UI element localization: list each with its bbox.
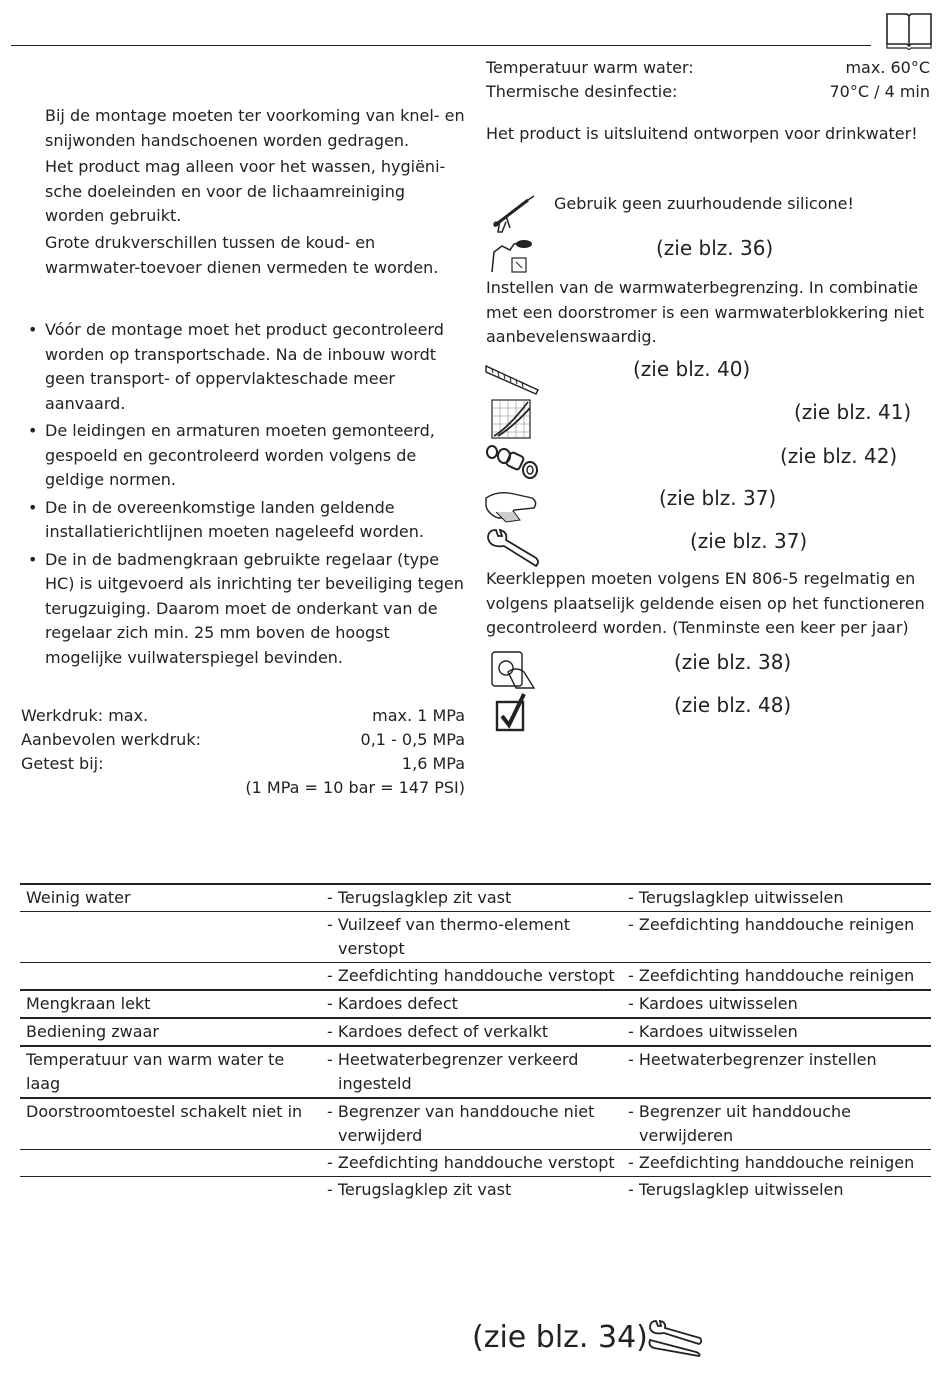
table-row xyxy=(20,1150,931,1177)
check-valve-text: Keerkleppen moeten volgens EN 806-5 regelmatig en volgens plaatselijk geldende eisen op het functioneren gecontroleerd worden. (Tenminste een keer per jaar) xyxy=(486,569,925,637)
problem-cell: Weinig water xyxy=(20,884,321,912)
ref-parts: (zie blz. 42) xyxy=(780,444,898,468)
cause-cell: - Terugslagklep zit vast xyxy=(327,888,512,907)
problem-cell xyxy=(20,1150,321,1177)
installation-notes xyxy=(28,318,468,673)
cause-cell: - Zeefdichting handdouche verstopt xyxy=(327,1153,615,1172)
remedy-cell: - Begrenzer uit handdouche verwijderen xyxy=(628,1102,852,1145)
table-row xyxy=(20,1046,931,1098)
drinking-water-note: Het product is uitsluitend ontworpen voor drinkwater! xyxy=(486,124,918,143)
problem-cell: Mengkraan lekt xyxy=(20,990,321,1018)
spec-row: Temperatuur warm water: max. 60°C xyxy=(486,58,930,77)
cause-cell: - Kardoes defect xyxy=(327,994,458,1013)
problem-cell: Temperatuur van warm water te laag xyxy=(20,1046,321,1098)
temperature-specs xyxy=(486,56,930,104)
silicone-gun-icon xyxy=(488,192,538,234)
remedy-cell: - Zeefdichting handdouche reinigen xyxy=(628,966,915,985)
remedy-cell: - Kardoes uitwisselen xyxy=(628,1022,798,1041)
list-item: • Vóór de montage moet het product gecontroleerd worden op transportschade. Na de inbouw wordt geen transport- of oppervlakteschade meer aanvaard. xyxy=(28,320,444,413)
table-row xyxy=(20,963,931,991)
remedy-cell: - Terugslagklep uitwisselen xyxy=(628,1180,844,1199)
parts-icon xyxy=(484,442,540,484)
spec-row: Getest bij: 1,6 MPa xyxy=(21,754,465,773)
cause-cell: - Vuilzeef van thermo-element verstopt xyxy=(327,915,571,958)
ref-ruler: (zie blz. 40) xyxy=(633,357,751,381)
hotwater-limit-text: Instellen van de warmwaterbegrenzing. In combinatie met een doorstromer is een warmwaterblokkering niet aanbevelenswaardig. xyxy=(486,278,925,346)
list-item: • De in de overeenkomstige landen geldende installatierichtlijnen moeten nageleefd worden. xyxy=(28,497,424,541)
wrench-pair-icon xyxy=(646,1318,704,1358)
list-item: • De in de badmengkraan gebruikte regelaar (type HC) is uitgevoerd als inrichting ter beveiliging tegen terugzuiging. Daarom moet de onderkant van de regelaar zich min. 25 mm boven de hoogst mogelijke vuilwaterspiegel bevinden. xyxy=(28,549,464,667)
cause-cell: - Zeefdichting handdouche verstopt xyxy=(327,966,615,985)
problem-cell xyxy=(20,963,321,991)
ref-check: (zie blz. 48) xyxy=(674,693,792,717)
ref-cleaning: (zie blz. 37) xyxy=(659,486,777,510)
ref-graph: (zie blz. 41) xyxy=(794,400,912,424)
ref-shower: (zie blz. 36) xyxy=(656,236,774,260)
problem-cell xyxy=(20,912,321,963)
spec-row: Thermische desinfectie: 70°C / 4 min xyxy=(486,82,930,101)
cause-cell: - Begrenzer van handdouche niet verwijderd xyxy=(327,1102,595,1145)
ruler-icon xyxy=(484,356,540,398)
spec-row: Werkdruk: max. max. 1 MPa xyxy=(21,706,465,725)
table-row xyxy=(20,1177,931,1204)
list-item: • De leidingen en armaturen moeten gemonteerd, gespoeld en gecontroleerd worden volgens de geldige normen. xyxy=(28,421,435,489)
safety-pressure: Grote drukverschillen tussen de koud- en warmwater-toevoer dienen vermeden te worden. xyxy=(45,233,439,277)
problem-cell xyxy=(20,1177,321,1204)
safety-gloves: Bij de montage moeten ter voorkoming van knel- en snijwonden handschoenen worden gedragen. xyxy=(45,106,465,150)
remedy-cell: - Kardoes uitwisselen xyxy=(628,994,798,1013)
table-row xyxy=(20,912,931,963)
problem-cell: Doorstroomtoestel schakelt niet in xyxy=(20,1098,321,1150)
remedy-cell: - Terugslagklep uitwisselen xyxy=(628,888,844,907)
safety-usage: Het product mag alleen voor het wassen, hygiëni-sche doeleinden en voor de lichaamreiniging worden gebruikt. xyxy=(45,157,446,225)
check-icon xyxy=(494,692,550,734)
hand-control-icon xyxy=(488,648,544,690)
table-row xyxy=(20,884,931,912)
spec-row: Aanbevolen werkdruk: 0,1 - 0,5 MPa xyxy=(21,730,465,749)
remedy-cell: - Heetwaterbegrenzer instellen xyxy=(628,1050,877,1069)
pressure-specs xyxy=(21,704,465,800)
table-row xyxy=(20,1018,931,1046)
wrench-icon xyxy=(484,528,540,570)
problem-cell: Bediening zwaar xyxy=(20,1018,321,1046)
flow-diagram-icon xyxy=(488,398,544,440)
silicone-warning: Gebruik geen zuurhoudende silicone! xyxy=(554,194,854,213)
book-icon xyxy=(885,10,933,50)
ref-wrench: (zie blz. 37) xyxy=(690,529,808,553)
table-row xyxy=(20,1098,931,1150)
cause-cell: - Terugslagklep zit vast xyxy=(327,1180,512,1199)
cause-cell: - Heetwaterbegrenzer verkeerd ingesteld xyxy=(327,1050,579,1093)
cleaning-hand-icon xyxy=(484,484,540,526)
shower-hand-icon xyxy=(488,234,544,276)
troubleshooting-table xyxy=(20,883,931,1203)
table-row xyxy=(20,990,931,1018)
spec-note: (1 MPa = 10 bar = 147 PSI) xyxy=(245,778,465,797)
ref-hand: (zie blz. 38) xyxy=(674,650,792,674)
cause-cell: - Kardoes defect of verkalkt xyxy=(327,1022,549,1041)
footer-ref: (zie blz. 34) xyxy=(472,1320,648,1355)
remedy-cell: - Zeefdichting handdouche reinigen xyxy=(628,915,915,934)
remedy-cell: - Zeefdichting handdouche reinigen xyxy=(628,1153,915,1172)
header-rule xyxy=(11,45,871,46)
